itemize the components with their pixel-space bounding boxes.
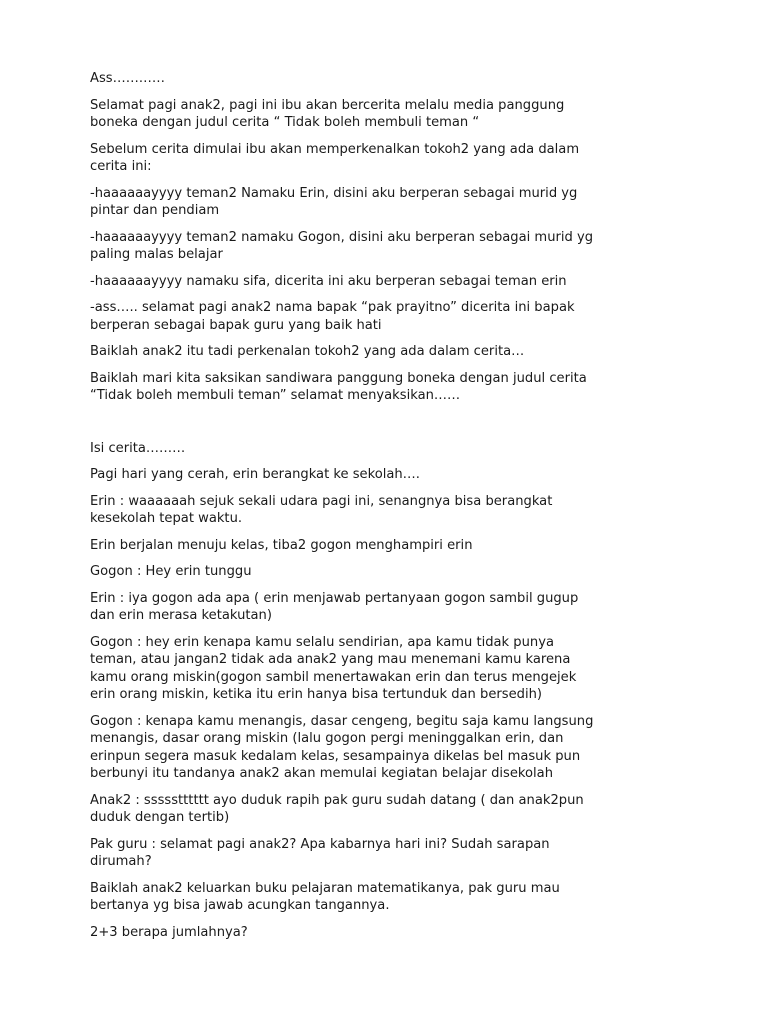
section-spacer [90,414,678,440]
story-paragraph: Pak guru : selamat pagi anak2? Apa kabarnya hari ini? Sudah sarapan dirumah? [90,836,550,869]
story-paragraph: Gogon : hey erin kenapa kamu selalu sendirian, apa kamu tidak punya teman, atau jangan2 tidak ada anak2 yang mau menemani kamu karena kamu orang miskin(gogon sambil menertawakan erin dan terus mengejek erin orang miskin, ketika itu erin hanya bisa tertunduk dan bersedih) [90,634,577,702]
story-paragraph: Gogon : Hey erin tunggu [90,564,252,579]
story-paragraph: Baiklah anak2 keluarkan buku pelajaran matematikanya, pak guru mau bertanya yg bisa jawab acungkan tangannya. [90,880,560,913]
story-paragraph: Erin berjalan menuju kelas, tiba2 gogon menghampiri erin [90,537,473,553]
character-sifa-paragraph: -haaaaaayyyy namaku sifa, dicerita ini aku berperan sebagai teman erin [90,273,567,289]
story-paragraph: 2+3 berapa jumlahnya? [90,924,248,940]
story-paragraph: Anak2 : ssssstttttt ayo duduk rapih pak guru sudah datang ( dan anak2pun duduk dengan tertib) [90,792,584,825]
opening-paragraph: Selamat pagi anak2, pagi ini ibu akan bercerita melalu media panggung boneka dengan judul cerita “ Tidak boleh membuli teman “ [90,97,565,130]
story-heading: Isi cerita……… [90,440,186,456]
greeting-paragraph: Ass………… [90,71,165,86]
character-erin-paragraph: -haaaaaayyyy teman2 Namaku Erin, disini aku berperan sebagai murid yg pintar dan pendiam [90,185,578,218]
story-paragraph: Pagi hari yang cerah, erin berangkat ke sekolah…. [90,467,420,482]
intro-characters-paragraph: Sebelum cerita dimulai ibu akan memperkenalkan tokoh2 yang ada dalam cerita ini: [90,141,580,174]
story-paragraph: Gogon : kenapa kamu menangis, dasar cengeng, begitu saja kamu langsung menangis, dasar orang miskin (lalu gogon pergi meninggalkan erin, dan erinpun segera masuk kedalam kelas, sesampainya dikelas bel masuk pun berbunyi itu tandanya anak2 akan memulai kegiatan belajar disekolah [90,713,594,781]
intro-closing-paragraph: Baiklah anak2 itu tadi perkenalan tokoh2 yang ada dalam cerita… [90,344,525,359]
show-start-paragraph: Baiklah mari kita saksikan sandiwara panggung boneka dengan judul cerita “Tidak boleh membuli teman” selamat menyaksikan…… [90,370,587,403]
character-gogon-paragraph: -haaaaaayyyy teman2 namaku Gogon, disini aku berperan sebagai murid yg paling malas belajar [90,229,594,262]
character-teacher-paragraph: -ass….. selamat pagi anak2 nama bapak “pak prayitno” dicerita ini bapak berperan sebagai bapak guru yang baik hati [90,300,575,333]
story-paragraph: Erin : waaaaaah sejuk sekali udara pagi ini, senangnya bisa berangkat kesekolah tepat waktu. [90,493,553,526]
story-paragraph: Erin : iya gogon ada apa ( erin menjawab pertanyaan gogon sambil gugup dan erin merasa ketakutan) [90,590,579,623]
